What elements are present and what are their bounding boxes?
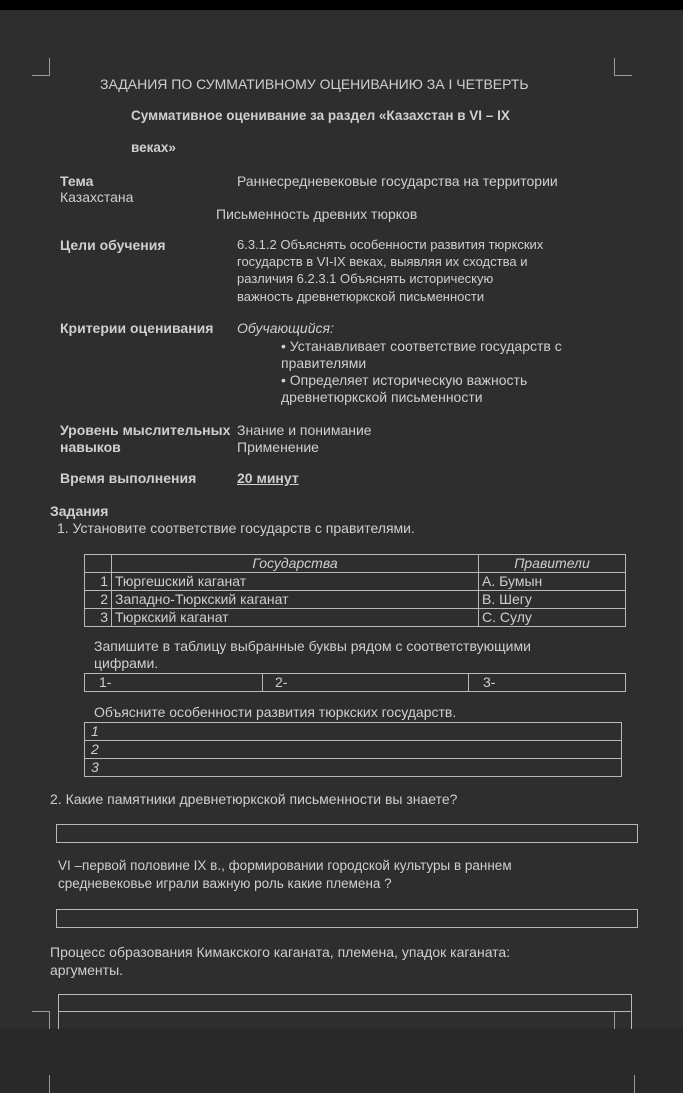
row-number: 3: [85, 609, 112, 627]
goals-line: различия 6.2.3.1 Объяснять историческую: [237, 271, 494, 286]
corner-mark-bottom-left: [32, 1011, 50, 1029]
row-number: 2: [85, 591, 112, 609]
question-2: 2. Какие памятники древнетюркской письменности вы знаете?: [50, 791, 458, 807]
explain-row-number: 1: [85, 723, 622, 741]
theme-value-2: Письменность древних тюрков: [216, 206, 418, 222]
row-number: 1: [85, 573, 112, 591]
question-3-cont: средневековье играли важную роль какие племена ?: [58, 876, 392, 891]
corner-mark-top-left: [32, 58, 50, 76]
goals-line: государств в VI-IX веках, выявляя их сходства и: [237, 254, 528, 269]
write-instruction-cont: цифрами.: [94, 655, 159, 671]
answer-box-q2[interactable]: [56, 824, 638, 843]
top-bar: [0, 0, 683, 10]
ruler-cell: А. Бумын: [479, 573, 626, 591]
goals-line: важность древнетюркской письменности: [237, 289, 485, 304]
answer-cell-2[interactable]: 2-: [263, 674, 469, 692]
theme-value: Раннесредневековые государства на территории: [237, 173, 558, 189]
match-table: [84, 554, 626, 627]
explain-row[interactable]: [85, 723, 622, 741]
level-value: Знание и понимание: [237, 422, 372, 438]
answer-box-q3[interactable]: [56, 909, 638, 928]
question-3: VI –первой половине IX в., формировании городской культуры в раннем: [58, 858, 512, 873]
state-cell: Тюргешский каганат: [112, 573, 479, 591]
corner-mark-next-left: [49, 1075, 51, 1093]
state-cell: Западно-Тюркский каганат: [112, 591, 479, 609]
table-header-row: [85, 555, 626, 573]
document-subtitle: Суммативное оценивание за раздел «Казахстан в VI – IX: [131, 108, 510, 123]
question-4: Процесс образования Кимакского каганата, племена, упадок каганата:: [50, 944, 511, 960]
criteria-label: Критерии оценивания: [60, 320, 214, 336]
ruler-cell: В. Шегу: [479, 591, 626, 609]
explain-row[interactable]: [85, 741, 622, 759]
explain-row-number: 2: [85, 741, 622, 759]
question-4-cont: аргументы.: [50, 962, 124, 978]
tasks-heading: Задания: [50, 503, 109, 519]
corner-mark-top-right: [614, 58, 632, 76]
theme-label: Тема: [60, 173, 94, 189]
write-instruction: Запишите в таблицу выбранные буквы рядом с соответствующими: [94, 638, 531, 654]
table-row: [85, 591, 626, 609]
answer-box-q4-divider: [58, 1011, 630, 1012]
question-1: 1. Установите соответствие государств с правителями.: [57, 520, 415, 536]
document-title: ЗАДАНИЯ ПО СУММАТИВНОМУ ОЦЕНИВАНИЮ ЗА І ЧЕТВЕРТЬ: [100, 76, 529, 92]
level-label: Уровень мыслительных: [60, 422, 231, 438]
answer-cell-1[interactable]: 1-: [85, 674, 263, 692]
table-header-rulers: Правители: [479, 555, 626, 573]
table-row: [85, 609, 626, 627]
document-subtitle-cont: веках»: [131, 140, 176, 155]
corner-mark-next-right: [634, 1075, 636, 1093]
table-row: [85, 573, 626, 591]
ruler-cell: С. Сулу: [479, 609, 626, 627]
goals-line: 6.3.1.2 Объяснять особенности развития тюркских: [237, 237, 544, 252]
explain-row[interactable]: [85, 759, 622, 777]
criteria-line: правителями: [281, 355, 367, 371]
page-gap: [0, 1028, 683, 1093]
criteria-intro: Обучающийся:: [237, 320, 334, 336]
answer-cell-3[interactable]: 3-: [469, 674, 626, 692]
table-header-states: Государства: [112, 555, 479, 573]
criteria-line: древнетюркской письменности: [281, 389, 483, 405]
explain-row-number: 3: [85, 759, 622, 777]
explain-instruction: Объясните особенности развития тюркских государств.: [94, 704, 457, 720]
level-label-cont: навыков: [60, 439, 121, 455]
answer-row: [85, 674, 626, 692]
explain-table: [84, 722, 622, 777]
state-cell: Тюркский каганат: [112, 609, 479, 627]
criteria-line: • Определяет историческую важность: [281, 372, 528, 388]
level-value-2: Применение: [237, 439, 319, 455]
goals-label: Цели обучения: [60, 237, 166, 253]
time-label: Время выполнения: [60, 470, 197, 486]
time-value: 20 минут: [237, 470, 299, 486]
answer-table: [84, 673, 626, 692]
criteria-line: • Устанавливает соответствие государств с: [281, 338, 562, 354]
theme-label-cont: Казахстана: [60, 189, 134, 205]
